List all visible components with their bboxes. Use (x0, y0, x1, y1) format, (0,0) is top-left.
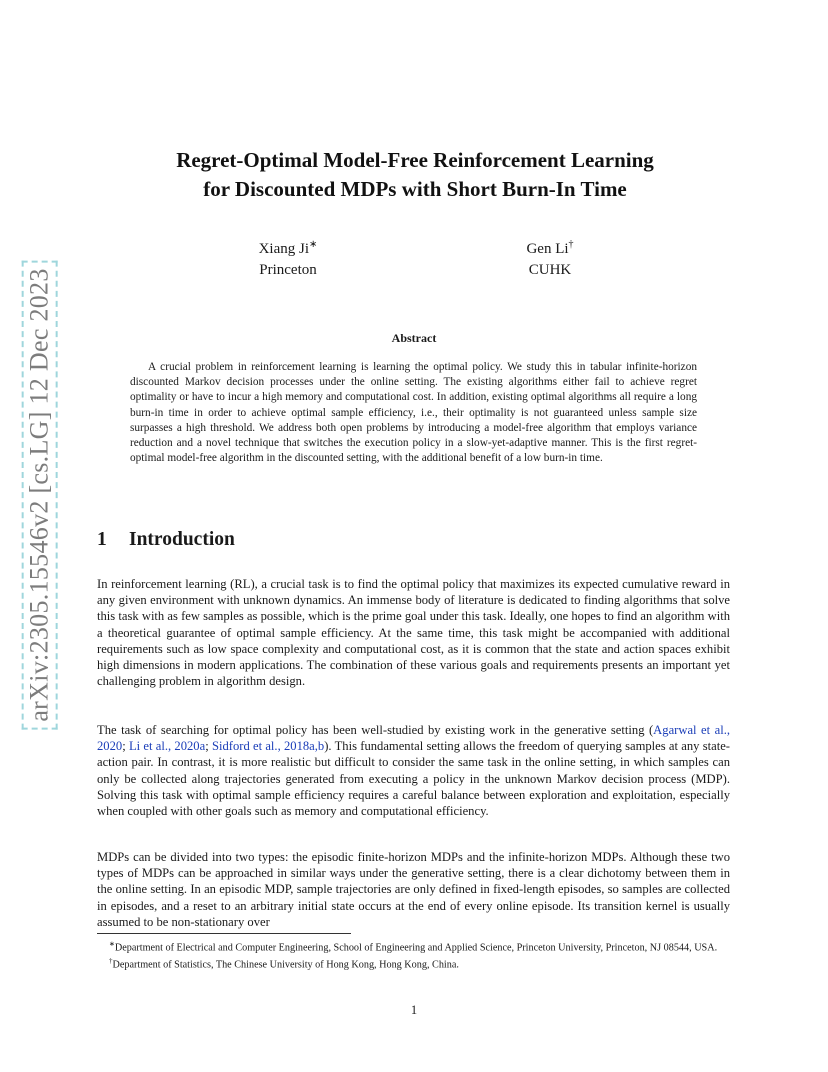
page-number: 1 (410, 1003, 418, 1017)
citation-separator: ; (122, 739, 129, 754)
section-title: Introduction (129, 529, 235, 550)
title-line-1: Regret-Optimal Model-Free Reinforcement Learning (176, 148, 654, 172)
author-block-1 (208, 234, 368, 281)
footnote-divider (97, 933, 351, 934)
abstract-text: A crucial problem in reinforcement learning is learning the optimal policy. We study this in tabular infinite-horizon discounted Markov decision processes under the online setting. The existing algorithms either fail to achieve regret optimality or have to incur a high memory and computational cost. In addition, existing optimal algorithms all require a long burn-in time in order to achieve optimal sample efficiency, i.e., their optimality is not guaranteed unless sample size surpasses a high threshold. We address both open problems by introducing a model-free algorithm that employs variance reduction and a novel technique that switches the execution policy in a slow-yet-adaptive manner. This is the first regret-optimal model-free algorithm in the discounted setting, with the additional benefit of a low burn-in time. (130, 361, 697, 465)
author-block-2 (470, 234, 630, 281)
abstract-heading: Abstract (391, 331, 437, 345)
footnote-text: Department of Electrical and Computer Engineering, School of Engineering and Applied Science, Princeton University, Princeton, NJ 08544, USA. (114, 942, 718, 954)
footnote-mark: † (109, 956, 113, 965)
citation-separator: ; (205, 739, 212, 754)
intro-paragraph-3: MDPs can be divided into two types: the episodic finite-horizon MDPs and the infinite-horizon MDPs. Although these two types of MDPs can be approached in similar ways under the generative setting, there is a clear dichotomy between them in the online setting. In an episodic MDP, sample trajectories are only defined in fixed-length episodes, so samples are collected in episodes, and a reset to an arbitrary initial state occurs at the end of every online episode. Its transition kernel is usually assumed to be non-stationary over (97, 850, 730, 929)
intro-paragraph-2 (97, 722, 730, 819)
footnote-2 (97, 955, 730, 972)
footnote-mark: ∗ (109, 940, 115, 948)
arxiv-identifier-stamp[interactable] (22, 255, 58, 735)
paragraph-text: ). This fundamental setting allows the freedom of querying samples at any state-action pair. In contrast, it is more realistic but difficult to consider the same task in the online setting, in which samples can only be collected along trajectories generated from executing a policy in the unknown Markov decision process (MDP). Solving this task with optimal sample efficiency requires a careful balance between exploration and exploitation, especially when coupled with other goals such as memory and computational efficiency. (97, 739, 730, 819)
author-affiliation: CUHK (528, 262, 572, 278)
author-footnote-mark: † (568, 239, 574, 250)
footnote-text: Department of Statistics, The Chinese University of Hong Kong, Hong Kong, China. (112, 959, 459, 971)
footnotes (97, 938, 730, 972)
section-number: 1 (97, 529, 107, 550)
paragraph-text: The task of searching for optimal policy has been well-studied by existing work in the generative setting ( (97, 723, 654, 737)
citation-link-sidford[interactable]: Sidford et al., 2018a,b (211, 739, 325, 754)
section-heading (97, 529, 235, 551)
citation-link-li[interactable]: Li et al., 2020a (128, 739, 206, 754)
footnote-1 (97, 938, 730, 955)
citation-link-agarwal[interactable]: Agarwal et al., 2020 (97, 723, 730, 754)
title-line-2: for Discounted MDPs with Short Burn-In Time (203, 177, 627, 201)
author-name: Gen Li (526, 241, 569, 257)
author-footnote-mark: ∗ (309, 239, 318, 250)
arxiv-identifier-text: arXiv:2305.15546v2 [cs.LG] 12 Dec 2023 (22, 260, 58, 729)
author-affiliation: Princeton (259, 262, 317, 278)
author-name: Xiang Ji (258, 241, 310, 257)
paper-title (100, 146, 730, 204)
intro-paragraph-1: In reinforcement learning (RL), a crucial task is to find the optimal policy that maximizes its expected cumulative reward in any given environment with unknown dynamics. An immense body of literature is dedicated to finding algorithms that solve this task with as few samples as possible, which is the prime goal under this task. Ideally, one hopes to find an algorithm with a theoretical guarantee of optimal sample efficiency. At the same time, this task might be accompanied with additional requirements such as low space complexity and computational cost, as it is common that the state and action spaces exhibit high dimensions in modern applications. The combination of these various goals and requirements presents an important yet challenging problem in algorithm design. (97, 577, 730, 689)
